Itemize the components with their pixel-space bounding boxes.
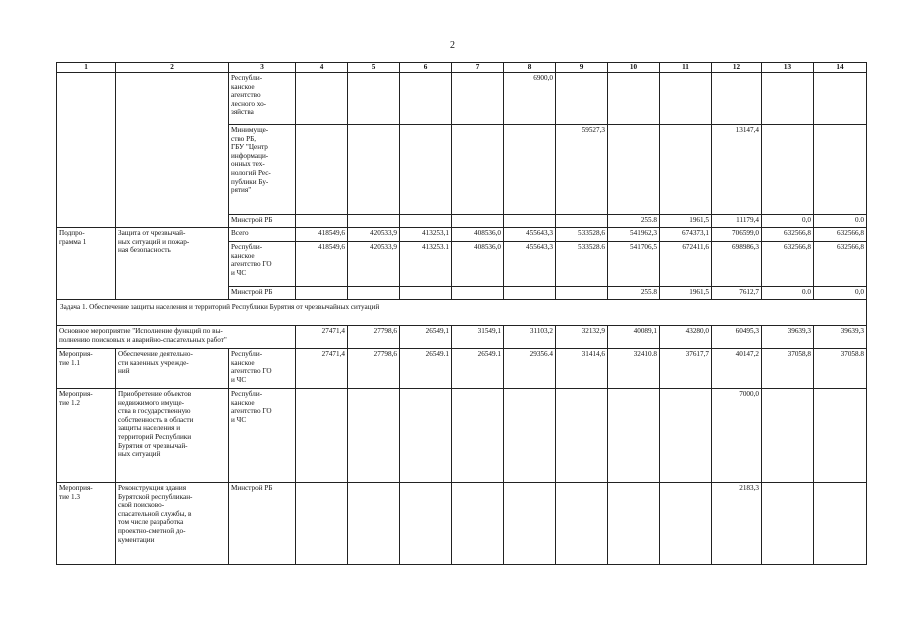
column-header: 5 <box>348 63 400 73</box>
value-cell: 39639,3 <box>762 326 814 349</box>
column-header: 1 <box>57 63 116 73</box>
executor-cell: Республи- канское агентство ГО и ЧС <box>229 242 296 287</box>
value-cell <box>400 483 452 565</box>
column-header: 10 <box>608 63 660 73</box>
value-cell <box>452 483 504 565</box>
value-cell <box>608 73 660 125</box>
value-cell <box>400 287 452 300</box>
column-header: 12 <box>712 63 762 73</box>
value-cell: 2183,3 <box>712 483 762 565</box>
value-cell: 541706,5 <box>608 242 660 287</box>
event-name-cell: Реконструкция здания Бурятской республикан- ской поисково- спасательной службы, в том числе разработка проектно-сметной до- кументации <box>116 483 229 565</box>
value-cell: 32132,9 <box>556 326 608 349</box>
value-cell: 60495,3 <box>712 326 762 349</box>
value-cell: 672411,6 <box>660 242 712 287</box>
value-cell: 632566,8 <box>814 228 867 242</box>
executor-cell: Минстрой РБ <box>229 287 296 300</box>
value-cell <box>296 389 348 483</box>
value-cell: 27471,4 <box>296 326 348 349</box>
value-cell <box>762 73 814 125</box>
value-cell <box>762 483 814 565</box>
event-row <box>57 349 867 389</box>
value-cell <box>556 287 608 300</box>
value-cell: 7000,0 <box>712 389 762 483</box>
value-cell <box>556 483 608 565</box>
value-cell <box>660 389 712 483</box>
value-cell: 37058,8 <box>762 349 814 389</box>
row-code-cell <box>57 73 116 228</box>
value-cell: 37617,7 <box>660 349 712 389</box>
value-cell: 40147,2 <box>712 349 762 389</box>
value-cell <box>504 215 556 228</box>
value-cell <box>762 125 814 215</box>
value-cell: 418549,6 <box>296 242 348 287</box>
value-cell <box>814 389 867 483</box>
row-name-cell <box>116 73 229 228</box>
value-cell: 674373,1 <box>660 228 712 242</box>
value-cell: 413253,1 <box>400 228 452 242</box>
value-cell <box>400 389 452 483</box>
column-header: 8 <box>504 63 556 73</box>
value-cell: 1961,5 <box>660 287 712 300</box>
value-cell <box>814 73 867 125</box>
value-cell <box>608 483 660 565</box>
value-cell <box>762 389 814 483</box>
value-cell: 255.8 <box>608 287 660 300</box>
event-code-cell: Мероприя- тие 1.1 <box>57 349 116 389</box>
value-cell: 632566,8 <box>762 242 814 287</box>
value-cell <box>452 215 504 228</box>
event-code-cell: Мероприя- тие 1.3 <box>57 483 116 565</box>
value-cell <box>348 389 400 483</box>
column-header: 14 <box>814 63 867 73</box>
executor-cell: Республи- канское агентство ГО и ЧС <box>229 389 296 483</box>
value-cell: 632566,8 <box>762 228 814 242</box>
value-cell <box>660 125 712 215</box>
value-cell <box>452 125 504 215</box>
value-cell: 533528.6 <box>556 242 608 287</box>
value-cell <box>556 389 608 483</box>
value-cell <box>348 73 400 125</box>
value-cell: 40089,1 <box>608 326 660 349</box>
value-cell <box>400 125 452 215</box>
value-cell <box>348 125 400 215</box>
value-cell: 420533,9 <box>348 228 400 242</box>
value-cell: 31414,6 <box>556 349 608 389</box>
executor-cell: Всего <box>229 228 296 242</box>
value-cell <box>296 483 348 565</box>
column-header: 6 <box>400 63 452 73</box>
row-code-cell: Подпро- грамма 1 <box>57 228 116 300</box>
value-cell: 59527,3 <box>556 125 608 215</box>
value-cell <box>296 287 348 300</box>
value-cell: 32410.8 <box>608 349 660 389</box>
value-cell: 29356.4 <box>504 349 556 389</box>
column-header: 7 <box>452 63 504 73</box>
value-cell <box>348 215 400 228</box>
executor-cell: Минстрой РБ <box>229 483 296 565</box>
value-cell <box>712 73 762 125</box>
value-cell: 420533,9 <box>348 242 400 287</box>
value-cell <box>348 483 400 565</box>
executor-cell: Минимуще- ство РБ, ГБУ "Центр информаци- онных тех- нологий Рес- публики Бу- рятия" <box>229 125 296 215</box>
value-cell: 706599,0 <box>712 228 762 242</box>
value-cell: 1961,5 <box>660 215 712 228</box>
value-cell: 698986,3 <box>712 242 762 287</box>
column-header: 3 <box>229 63 296 73</box>
event-row <box>57 483 867 565</box>
task-title: Задача 1. Обеспечение защиты населения и территорий Республики Бурятия от чрезвычайных ситуаций <box>57 300 867 326</box>
page-number: 2 <box>450 40 455 51</box>
value-cell: 27798,6 <box>348 349 400 389</box>
value-cell <box>504 389 556 483</box>
value-cell: 632566,8 <box>814 242 867 287</box>
value-cell: 43280,0 <box>660 326 712 349</box>
value-cell: 7612,7 <box>712 287 762 300</box>
value-cell: 418549,6 <box>296 228 348 242</box>
value-cell: 6900,0 <box>504 73 556 125</box>
value-cell: 26549.1 <box>452 349 504 389</box>
value-cell: 0.0 <box>762 287 814 300</box>
value-cell <box>452 287 504 300</box>
value-cell <box>400 215 452 228</box>
value-cell: 31549,1 <box>452 326 504 349</box>
value-cell <box>608 389 660 483</box>
value-cell: 13147,4 <box>712 125 762 215</box>
value-cell <box>814 483 867 565</box>
column-header: 9 <box>556 63 608 73</box>
value-cell <box>504 287 556 300</box>
value-cell <box>556 73 608 125</box>
value-cell: 455643,3 <box>504 242 556 287</box>
column-header: 11 <box>660 63 712 73</box>
value-cell: 37058.8 <box>814 349 867 389</box>
value-cell <box>504 483 556 565</box>
value-cell: 11179,4 <box>712 215 762 228</box>
value-cell: 27471,4 <box>296 349 348 389</box>
value-cell: 541962,3 <box>608 228 660 242</box>
value-cell <box>400 73 452 125</box>
value-cell <box>556 215 608 228</box>
value-cell: 31103,2 <box>504 326 556 349</box>
value-cell <box>504 125 556 215</box>
event-name-cell: Обеспечение деятельно- сти казенных учрежде- ний <box>116 349 229 389</box>
value-cell: 26549,1 <box>400 326 452 349</box>
value-cell: 0,0 <box>814 287 867 300</box>
value-cell: 0,0 <box>762 215 814 228</box>
value-cell <box>296 215 348 228</box>
value-cell <box>452 73 504 125</box>
value-cell <box>296 125 348 215</box>
column-header: 2 <box>116 63 229 73</box>
value-cell: 533528,6 <box>556 228 608 242</box>
value-cell <box>452 389 504 483</box>
task-row <box>57 300 867 326</box>
event-code-cell: Мероприя- тие 1.2 <box>57 389 116 483</box>
column-header: 4 <box>296 63 348 73</box>
value-cell: 27798,6 <box>348 326 400 349</box>
value-cell: 39639,3 <box>814 326 867 349</box>
main-event-label: Основное мероприятие "Исполнение функций по вы- полнению поисковых и аварийно-спасательных работ" <box>57 326 296 349</box>
value-cell: 413253.1 <box>400 242 452 287</box>
value-cell: 408536,0 <box>452 242 504 287</box>
value-cell <box>660 73 712 125</box>
event-row <box>57 389 867 483</box>
value-cell <box>296 73 348 125</box>
event-name-cell: Приобретение объектов недвижимого имуще- ства в государственную собственность в области защиты населения и территорий Республики Бурятия от чрезвычай- ных ситуаций <box>116 389 229 483</box>
value-cell <box>814 125 867 215</box>
value-cell: 408536,0 <box>452 228 504 242</box>
executor-cell: Республи- канское агентство лесного хо- зяйства <box>229 73 296 125</box>
value-cell: 255.8 <box>608 215 660 228</box>
executor-cell: Республи- канское агентство ГО и ЧС <box>229 349 296 389</box>
table-row <box>57 73 867 125</box>
value-cell: 455643,3 <box>504 228 556 242</box>
value-cell <box>608 125 660 215</box>
row-name-cell: Защита от чрезвычай- ных ситуаций и пожар- ная безопасность <box>116 228 229 300</box>
value-cell <box>660 483 712 565</box>
value-cell <box>348 287 400 300</box>
main-event-row <box>57 326 867 349</box>
header-row <box>57 63 867 73</box>
executor-cell: Минстрой РБ <box>229 215 296 228</box>
value-cell: 0.0 <box>814 215 867 228</box>
budget-table <box>56 62 867 565</box>
column-header: 13 <box>762 63 814 73</box>
table-row <box>57 228 867 242</box>
value-cell: 26549.1 <box>400 349 452 389</box>
